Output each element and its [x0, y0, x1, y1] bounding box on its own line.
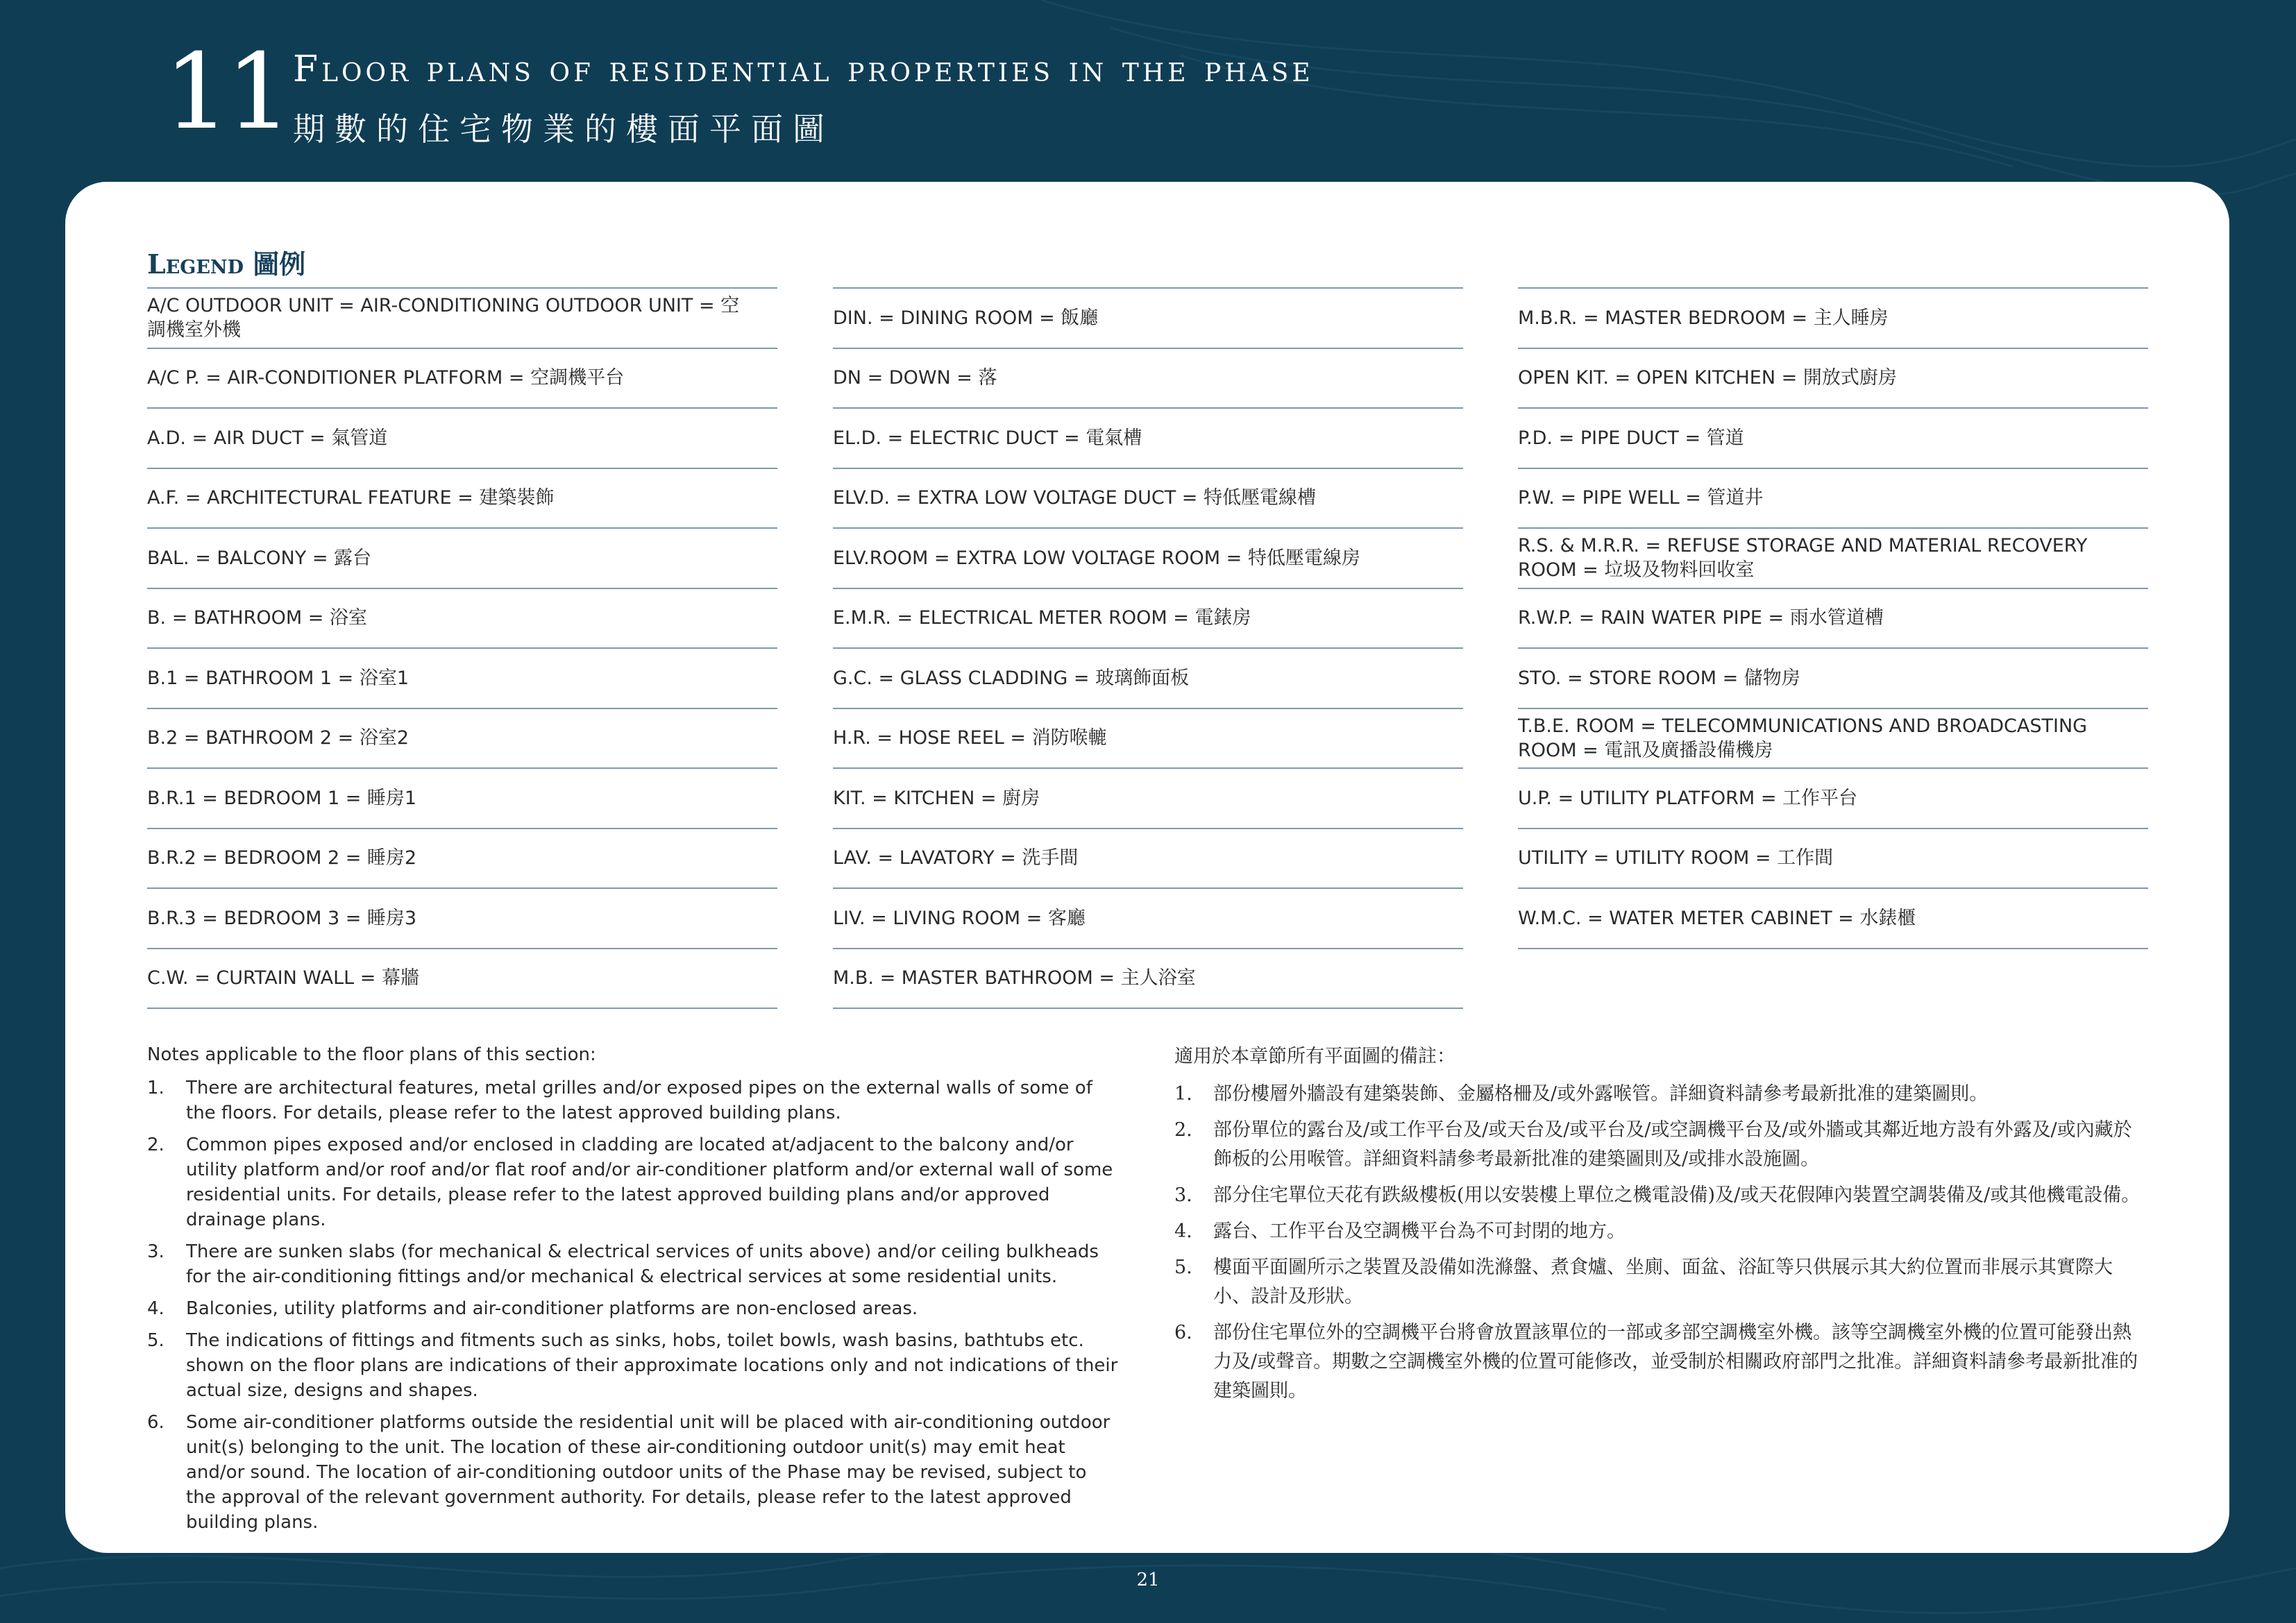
note-item	[147, 1328, 1119, 1403]
note-item	[1174, 1253, 2146, 1311]
legend-entry: LAV. = LAVATORY = 洗手間	[833, 847, 1079, 869]
legend-column-1	[147, 287, 777, 1009]
note-text: Balconies, utility platforms and air-conditioner platforms are non-enclosed areas.	[186, 1298, 918, 1319]
legend-row	[833, 949, 1463, 1010]
legend-entry: KIT. = KITCHEN = 廚房	[833, 787, 1040, 809]
legend-row	[147, 949, 777, 1010]
legend-entry: STO. = STORE ROOM = 儲物房	[1518, 667, 1800, 689]
note-text: Some air-conditioner platforms outside the residential unit will be placed with air-conditioning outdoor unit(s) belonging to the unit. The location of these air-conditioning outdoor unit(s) may emit heat and/or sound. The location of air-conditioning outdoor units of the Phase may be revised, subject to the approval of the relevant government authority. For details, please refer to the latest approved building plans.	[186, 1412, 1111, 1533]
legend-row	[1518, 289, 2148, 349]
legend-entry: B.R.3 = BEDROOM 3 = 睡房3	[147, 907, 417, 929]
legend-entry: BAL. = BALCONY = 露台	[147, 547, 372, 569]
note-number: 1.	[147, 1078, 164, 1098]
notes-chinese	[1174, 1042, 2146, 1413]
note-text: There are sunken slabs (for mechanical & electrical services of units above) and/or ceiling bulkheads for the air-conditioning fittings and/or mechanical & electrical services at some residential units.	[186, 1241, 1099, 1287]
note-text: 露台、工作平台及空調機平台為不可封閉的地方。	[1213, 1221, 1626, 1242]
legend-row	[833, 829, 1463, 890]
legend-entry: H.R. = HOSE REEL = 消防喉轆	[833, 727, 1107, 749]
chapter-title-en: Floor plans of residential properties in the phase	[293, 49, 1314, 90]
note-number: 3.	[147, 1241, 164, 1262]
note-number: 6.	[147, 1412, 164, 1433]
note-item	[147, 1410, 1119, 1535]
legend-entry: DN = DOWN = 落	[833, 367, 997, 389]
legend-entry: ELV.ROOM = EXTRA LOW VOLTAGE ROOM = 特低壓電線房	[833, 547, 1360, 569]
notes-english	[147, 1042, 1119, 1542]
note-number: 5.	[147, 1330, 164, 1351]
legend-entry: T.B.E. ROOM = TELECOMMUNICATIONS AND BROADCASTING ROOM = 電訊及廣播設備機房	[1518, 715, 2088, 761]
legend-row	[1518, 829, 2148, 890]
legend-row	[1518, 529, 2148, 589]
legend-row	[1518, 769, 2148, 829]
legend-entry: P.D. = PIPE DUCT = 管道	[1518, 427, 1744, 449]
legend-row	[147, 289, 777, 349]
chapter-title-zh: 期數的住宅物業的樓面平面圖	[293, 110, 834, 148]
legend-row	[833, 889, 1463, 949]
note-text: There are architectural features, metal grilles and/or exposed pipes on the external walls of some of the floors. For details, please refer to the latest approved building plans.	[186, 1078, 1092, 1123]
legend-entry: EL.D. = ELECTRIC DUCT = 電氣槽	[833, 427, 1142, 449]
legend-row	[1518, 649, 2148, 709]
legend-row	[833, 529, 1463, 589]
legend-entry: UTILITY = UTILITY ROOM = 工作間	[1518, 847, 1834, 869]
legend-column-3	[1518, 287, 2148, 949]
legend-row	[147, 709, 777, 770]
note-item	[1174, 1181, 2146, 1210]
legend-row	[147, 649, 777, 709]
legend-row	[833, 649, 1463, 709]
legend-entry: B.R.2 = BEDROOM 2 = 睡房2	[147, 847, 417, 869]
legend-entry: LIV. = LIVING ROOM = 客廳	[833, 907, 1086, 929]
note-item	[147, 1296, 1119, 1321]
note-number: 1.	[1174, 1083, 1192, 1105]
note-text: 樓面平面圖所示之裝置及設備如洗滌盤、煮食爐、坐廁、面盆、浴缸等只供展示其大約位置而非展示其實際大小、設計及形狀。	[1213, 1257, 2113, 1307]
legend-row	[147, 829, 777, 890]
legend-row	[1518, 349, 2148, 409]
legend-entry: OPEN KIT. = OPEN KITCHEN = 開放式廚房	[1518, 367, 1897, 389]
note-text: The indications of fittings and fitments such as sinks, hobs, toilet bowls, wash basins, bathtubs etc. shown on the floor plans are indications of their approximate locations only and not indications of their actual size, designs and shapes.	[186, 1330, 1118, 1401]
note-number: 4.	[1174, 1221, 1192, 1242]
legend-row	[147, 769, 777, 829]
note-number: 2.	[147, 1135, 164, 1155]
note-text: 部份單位的露台及/或工作平台及/或天台及/或平台及/或空調機平台及/或外牆或其鄰近地方設有外露及/或內藏於飾板的公用喉管。詳細資料請參考最新批准的建築圖則及/或排水設施圖。	[1213, 1119, 2132, 1170]
legend-entry: U.P. = UTILITY PLATFORM = 工作平台	[1518, 787, 1858, 809]
note-text: 部份住宅單位外的空調機平台將會放置該單位的一部或多部空調機室外機。該等空調機室外機的位置可能發出熱力及/或聲音。期數之空調機室外機的位置可能修改，並受制於相關政府部門之批准。詳細資料請參考最新批准的建築圖則。	[1213, 1322, 2138, 1402]
legend-row	[833, 349, 1463, 409]
legend-row	[1518, 469, 2148, 529]
note-item	[1174, 1080, 2146, 1109]
legend-entry: G.C. = GLASS CLADDING = 玻璃飾面板	[833, 667, 1190, 689]
legend-entry: W.M.C. = WATER METER CABINET = 水錶櫃	[1518, 907, 1916, 929]
legend-row	[833, 589, 1463, 649]
legend-row	[147, 529, 777, 589]
legend-entry: B.1 = BATHROOM 1 = 浴室1	[147, 667, 410, 689]
note-item	[147, 1239, 1119, 1289]
legend-entry: B.2 = BATHROOM 2 = 浴室2	[147, 727, 410, 749]
note-item	[147, 1076, 1119, 1125]
legend-row	[1518, 409, 2148, 469]
chapter-number: 11	[164, 32, 288, 153]
legend-entry: B.R.1 = BEDROOM 1 = 睡房1	[147, 787, 417, 809]
legend-column-2	[833, 287, 1463, 1009]
note-text: Common pipes exposed and/or enclosed in cladding are located at/adjacent to the balcony and/or utility platform and/or roof and/or flat roof and/or air-conditioner platform and/or external wall of some residential units. For details, please refer to the latest approved building plans and/or approved drainage plans.	[186, 1135, 1113, 1230]
notes-intro-zh: 適用於本章節所有平面圖的備註：	[1174, 1046, 1455, 1067]
legend-row	[833, 289, 1463, 349]
legend-row	[147, 469, 777, 529]
legend-entry: A/C OUTDOOR UNIT = AIR-CONDITIONING OUTDOOR UNIT = 空調機室外機	[147, 295, 740, 341]
legend-row	[147, 409, 777, 469]
legend-entry: A/C P. = AIR-CONDITIONER PLATFORM = 空調機平台	[147, 367, 625, 389]
note-text: 部份樓層外牆設有建築裝飾、金屬格柵及/或外露喉管。詳細資料請參考最新批准的建築圖則。	[1213, 1083, 1989, 1105]
legend-row	[833, 409, 1463, 469]
legend-row	[833, 469, 1463, 529]
legend-row	[1518, 589, 2148, 649]
legend-entry: E.M.R. = ELECTRICAL METER ROOM = 電錶房	[833, 607, 1251, 629]
legend-heading: Legend 圖例	[147, 248, 306, 280]
legend-entry: A.D. = AIR DUCT = 氣管道	[147, 427, 388, 449]
note-number: 6.	[1174, 1322, 1192, 1343]
note-item	[1174, 1116, 2146, 1174]
page-number: 21	[1136, 1570, 1160, 1590]
legend-entry: M.B. = MASTER BATHROOM = 主人浴室	[833, 967, 1196, 989]
notes-intro-en: Notes applicable to the floor plans of this section:	[147, 1044, 596, 1065]
legend-row	[833, 769, 1463, 829]
legend-entry: R.S. & M.R.R. = REFUSE STORAGE AND MATERIAL RECOVERY ROOM = 垃圾及物料回收室	[1518, 535, 2088, 581]
note-text: 部分住宅單位天花有跌級樓板(用以安裝樓上單位之機電設備)及/或天花假陣內裝置空調裝備及/或其他機電設備。	[1213, 1184, 2141, 1206]
legend-entry: DIN. = DINING ROOM = 飯廳	[833, 307, 1099, 329]
legend-row	[1518, 709, 2148, 770]
note-number: 5.	[1174, 1257, 1192, 1278]
legend-row	[833, 709, 1463, 770]
note-item	[1174, 1318, 2146, 1406]
note-number: 2.	[1174, 1119, 1192, 1141]
note-number: 4.	[147, 1298, 164, 1319]
legend-row	[147, 349, 777, 409]
legend-row	[147, 889, 777, 949]
note-item	[1174, 1217, 2146, 1246]
legend-entry: A.F. = ARCHITECTURAL FEATURE = 建築裝飾	[147, 487, 555, 509]
legend-entry: P.W. = PIPE WELL = 管道井	[1518, 487, 1764, 509]
note-number: 3.	[1174, 1184, 1192, 1206]
legend-entry: M.B.R. = MASTER BEDROOM = 主人睡房	[1518, 307, 1889, 329]
note-item	[147, 1132, 1119, 1232]
legend-entry: ELV.D. = EXTRA LOW VOLTAGE DUCT = 特低壓電線槽	[833, 487, 1316, 509]
legend-entry: R.W.P. = RAIN WATER PIPE = 雨水管道槽	[1518, 607, 1884, 629]
legend-entry: B. = BATHROOM = 浴室	[147, 607, 367, 629]
legend-row	[147, 589, 777, 649]
legend-entry: C.W. = CURTAIN WALL = 幕牆	[147, 967, 419, 989]
legend-row	[1518, 889, 2148, 949]
